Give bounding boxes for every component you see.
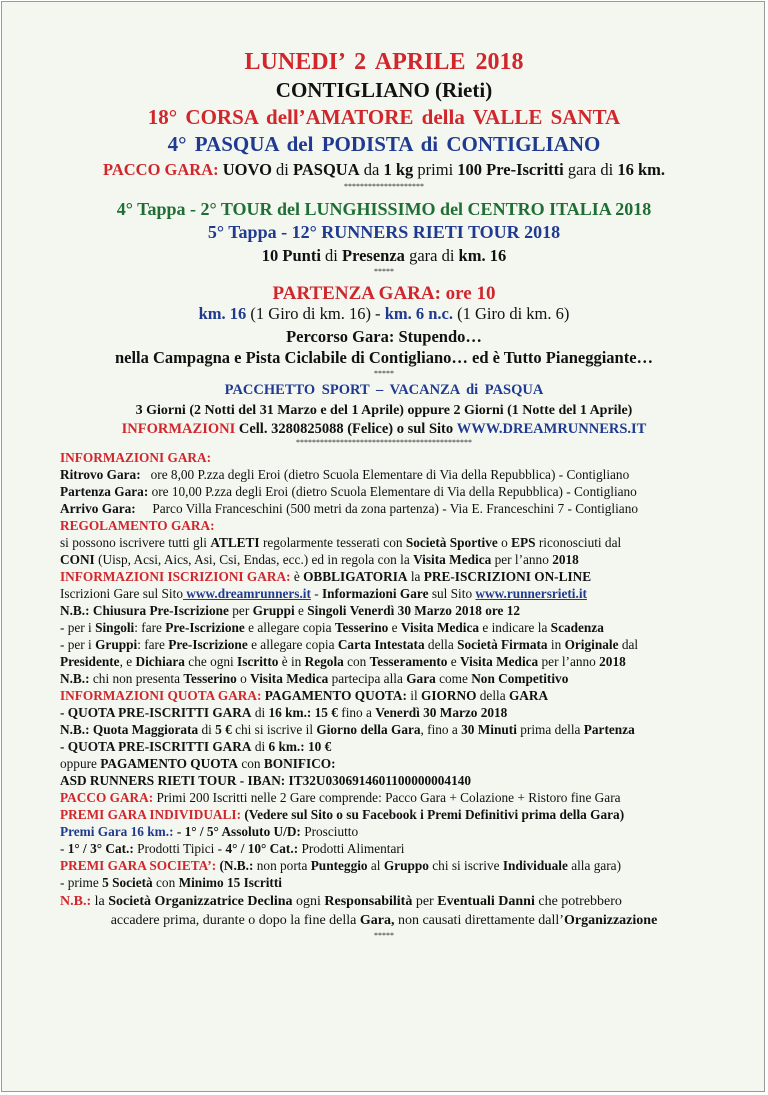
pacco-gara-body-line: PACCO GARA: Primi 200 Iscritti nelle 2 Gare comprende: Pacco Gara + Colazione + Ristoro fine Gara: [60, 790, 621, 805]
pacchetto-title: PACCHETTO SPORT – VACANZA di PASQUA: [224, 382, 544, 398]
premi-16km-line: Premi Gara 16 km.: - 1° / 5° Assoluto U/D: Prosciutto: [60, 824, 359, 839]
regolamento-line-2: CONI (Uisp, Acsi, Aics, Asi, Csi, Endas, ecc.) ed in regola con la Visita Medica per l’anno 2018: [60, 552, 579, 567]
event-date: LUNEDI’ 2 APRILE 2018: [244, 49, 524, 75]
singoli-line: - per i Singoli: fare Pre-Iscrizione e allegare copia Tesserino e Visita Medica e indicare la Scadenza: [60, 620, 604, 635]
percorso-line: Percorso Gara: Stupendo…: [286, 327, 482, 346]
separator-stars: ********************: [344, 182, 424, 191]
punti-line: 10 Punti di Presenza gara di km. 16: [261, 246, 507, 265]
regolamento-line-1: si possono iscrivere tutti gli ATLETI regolarmente tesserati con Società Sportive o EPS riconosciuti dal: [60, 535, 622, 550]
premi-categorie-line: - 1° / 3° Cat.: Prodotti Tipici - 4° / 10° Cat.: Prodotti Alimentari: [60, 841, 405, 856]
gruppi-line: - per i Gruppi: fare Pre-Iscrizione e allegare copia Carta Intestata della Società Firmata in Originale dal: [60, 637, 639, 652]
dreamrunners-link[interactable]: www.dreamrunners.it: [182, 586, 311, 601]
iscrizioni-sites-line: Iscrizioni Gare sul Sito www.dreamrunners.it - Informazioni Gare sul Sito www.runnersrieti.it: [60, 586, 587, 601]
event-place: CONTIGLIANO (Rieti): [275, 78, 493, 102]
separator-stars: *****: [374, 931, 394, 940]
nb-responsabilita-line: N.B.: la Società Organizzatrice Declina ogni Responsabilità per Eventuali Danni che potrebbero: [60, 894, 622, 909]
giorni-line: 3 Giorni (2 Notti del 31 Marzo e del 1 Aprile) oppure 2 Giorni (1 Notte del 1 Aprile): [135, 403, 633, 418]
info-gara-title: INFORMAZIONI GARA:: [60, 450, 212, 465]
runnersrieti-link[interactable]: www.runnersrieti.it: [475, 586, 587, 601]
prime-societa-line: - prime 5 Società con Minimo 15 Iscritti: [60, 875, 282, 890]
race-title-1: 18° CORSA dell’AMATORE della VALLE SANTA: [147, 105, 621, 129]
pacco-gara-label: PACCO GARA:: [102, 160, 219, 179]
regolamento-title: REGOLAMENTO GARA:: [60, 518, 215, 533]
nb-chiusura-line: N.B.: Chiusura Pre-Iscrizione per Gruppi e Singoli Venerdì 30 Marzo 2018 ore 12: [60, 603, 521, 618]
quota-6km-line: - QUOTA PRE-ISCRITTI GARA di 6 km.: 10 €: [60, 739, 332, 754]
race-title-2: 4° PASQUA del PODISTA di CONTIGLIANO: [167, 132, 601, 156]
separator-stars: *****: [374, 267, 394, 276]
iscrizioni-line: INFORMAZIONI ISCRIZIONI GARA: è OBBLIGATORIA la PRE-ISCRIZIONI ON-LINE: [60, 569, 592, 584]
info-line: INFORMAZIONI Cell. 3280825088 (Felice) o sul Sito WWW.DREAMRUNNERS.IT: [121, 421, 647, 437]
premi-individuali-line: PREMI GARA INDIVIDUALI: (Vedere sul Sito o su Facebook i Premi Definitivi prima della Gara): [60, 807, 625, 822]
separator-stars: ********************************************: [296, 438, 472, 447]
gruppi-line-2: Presidente, e Dichiara che ogni Iscritto è in Regola con Tesseramento e Visita Medica per l’anno 2018: [60, 654, 626, 669]
tappa-line-1: 4° Tappa - 2° TOUR del LUNGHISSIMO del CENTRO ITALIA 2018: [116, 199, 652, 219]
quota-line: INFORMAZIONI QUOTA GARA: PAGAMENTO QUOTA: il GIORNO della GARA: [60, 688, 549, 703]
pacco-gara-line: PACCO GARA: UOVO di PASQUA da 1 kg primi 100 Pre-Iscritti gara di 16 km.: [102, 160, 666, 179]
nb-responsabilita-line-2: accadere prima, durante o dopo la fine della Gara, non causati direttamente dall’Organizzazione: [110, 913, 658, 928]
info-site-link[interactable]: WWW.DREAMRUNNERS.IT: [456, 421, 647, 437]
separator-stars: *****: [374, 369, 394, 378]
premi-societa-line: PREMI GARA SOCIETA’: (N.B.: non porta Punteggio al Gruppo chi si iscrive Individuale alla gara): [60, 858, 622, 873]
iban-line: ASD RUNNERS RIETI TOUR - IBAN: IT32U0306914601100000004140: [60, 773, 472, 788]
campagna-line: nella Campagna e Pista Ciclabile di Contigliano… ed è Tutto Pianeggiante…: [114, 348, 654, 367]
partenza-line: Partenza Gara: ore 10,00 P.zza degli Eroi (dietro Scuola Elementare di Via della Repubblica) - Contigliano: [60, 484, 637, 499]
km-line: km. 16 (1 Giro di km. 16) - km. 6 n.c. (1 Giro di km. 6): [198, 304, 570, 323]
tappa-line-2: 5° Tappa - 12° RUNNERS RIETI TOUR 2018: [207, 222, 561, 242]
nb-maggiorata-line: N.B.: Quota Maggiorata di 5 € chi si iscrive il Giorno della Gara, fino a 30 Minuti prima della Partenza: [60, 722, 635, 737]
bonifico-line: oppure PAGAMENTO QUOTA con BONIFICO:: [60, 756, 336, 771]
partenza-title: PARTENZA GARA: ore 10: [272, 283, 496, 304]
ritrovo-line: Ritrovo Gara: ore 8,00 P.zza degli Eroi (dietro Scuola Elementare di Via della Repubblica) - Contigliano: [60, 467, 630, 482]
nb-non-competitivo-line: N.B.: chi non presenta Tesserino o Visita Medica partecipa alla Gara come Non Competitivo: [60, 671, 569, 686]
quota-16km-line: - QUOTA PRE-ISCRITTI GARA di 16 km.: 15 € fino a Venerdì 30 Marzo 2018: [60, 705, 508, 720]
flyer-page: [1, 1, 765, 1092]
arrivo-line: Arrivo Gara: Parco Villa Franceschini (500 metri da zona partenza) - Via E. Franceschini 7 - Contigliano: [60, 501, 639, 516]
